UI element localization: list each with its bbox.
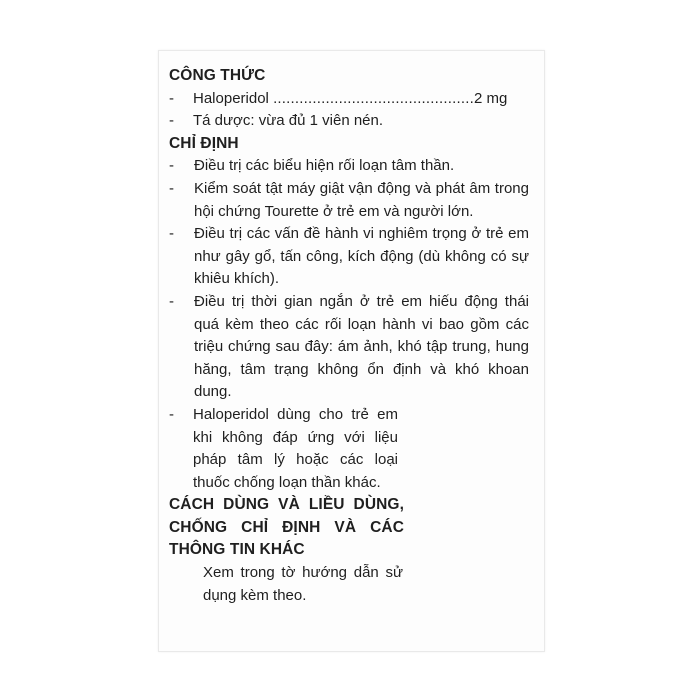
package-label-panel bbox=[158, 50, 545, 652]
label-content bbox=[169, 65, 529, 607]
excipient-text: Tá dược: vừa đủ 1 viên nén. bbox=[193, 112, 384, 130]
indication-text: Điều trị các vấn đề hành vi nghiêm trọng ở trẻ em như gây gổ, tấn công, kích động (dù không có sự khiêu khích). bbox=[194, 225, 529, 288]
usage-reference-text: Xem trong tờ hướng dẫn sử dụng kèm theo. bbox=[203, 564, 403, 604]
bullet-dash: - bbox=[169, 405, 174, 423]
indications-list bbox=[169, 155, 529, 494]
ingredient-amount: 2 mg bbox=[473, 89, 508, 107]
bullet-dash: - bbox=[169, 225, 174, 243]
indication-text: Kiểm soát tật máy giật vận động và phát âm trong hội chứng Tourette ở trẻ em và người lớn. bbox=[194, 179, 529, 220]
section-heading-cach-dung: CÁCH DÙNG VÀ LIỀU DÙNG, CHỐNG CHỈ ĐỊNH VÀ CÁC THÔNG TIN KHÁC bbox=[169, 496, 404, 559]
section-heading-chi-dinh: CHỈ ĐỊNH bbox=[169, 134, 239, 152]
bullet-dash: - bbox=[169, 179, 174, 197]
indication-text: Haloperidol dùng cho trẻ em khi không đáp ứng với liệu pháp tâm lý hoặc các loại thuốc chống loạn thần khác. bbox=[193, 405, 398, 491]
composition-item-excipient bbox=[169, 110, 529, 133]
ingredient-name: Haloperidol bbox=[193, 89, 269, 107]
leader-dots: .............................................. bbox=[273, 89, 474, 107]
bullet-dash: - bbox=[169, 292, 174, 310]
composition-item-active bbox=[169, 88, 529, 111]
bullet-dash: - bbox=[169, 157, 174, 175]
indication-item bbox=[169, 223, 529, 291]
indication-item bbox=[169, 155, 529, 178]
indication-text: Điều trị các biểu hiện rối loạn tâm thần. bbox=[194, 157, 455, 175]
indication-item bbox=[169, 291, 529, 404]
bullet-dash: - bbox=[169, 112, 174, 130]
composition-list bbox=[169, 88, 529, 133]
section-heading-cong-thuc: CÔNG THỨC bbox=[169, 67, 266, 84]
indication-item bbox=[169, 404, 398, 494]
indication-item bbox=[169, 178, 529, 223]
bullet-dash: - bbox=[169, 89, 174, 107]
indication-text: Điều trị thời gian ngắn ở trẻ em hiếu động thái quá kèm theo các rối loạn hành vi bao gồm các triệu chứng sau đây: ám ảnh, khó tập trung, hung hăng, tâm trạng không ổn định và khó khoan dung. bbox=[194, 292, 529, 401]
